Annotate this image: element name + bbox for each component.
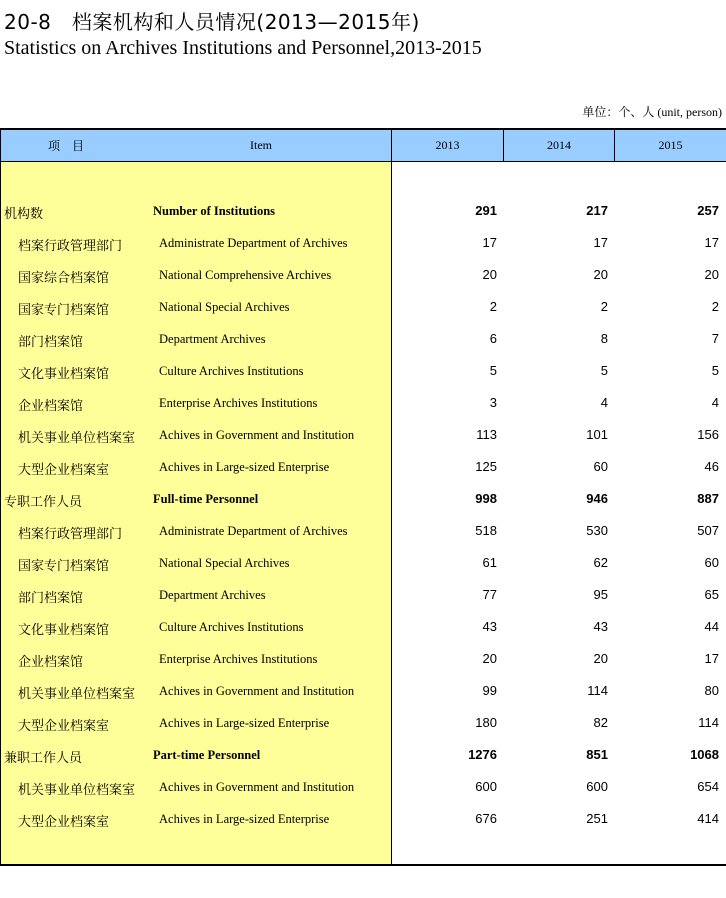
table-body <box>0 194 726 834</box>
row-label-cn: 大型企业档案室 <box>18 719 110 734</box>
value-2014: 4 <box>600 395 608 410</box>
row-label-en: Department Archives <box>159 332 266 346</box>
row-label-en: Part-time Personnel <box>153 748 261 762</box>
table-row <box>0 290 726 322</box>
value-2015: 7 <box>711 331 719 346</box>
value-2014: 60 <box>593 459 608 474</box>
value-2015: 80 <box>704 683 719 698</box>
value-2014: 5 <box>600 363 608 378</box>
row-label-en: Achives in Government and Institution <box>159 428 355 442</box>
value-2013: 20 <box>482 651 497 666</box>
table-row <box>0 770 726 802</box>
value-2015: 4 <box>711 395 719 410</box>
value-2015: 507 <box>697 523 719 538</box>
value-2015: 17 <box>704 235 719 250</box>
value-2015: 114 <box>698 715 719 730</box>
value-2014: 851 <box>586 747 608 762</box>
value-2014: 530 <box>586 523 608 538</box>
table-row <box>0 546 726 578</box>
value-2014: 82 <box>593 715 608 730</box>
value-2015: 60 <box>704 555 719 570</box>
value-2015: 20 <box>704 267 719 282</box>
row-label-en: Administrate Department of Archives <box>159 236 348 250</box>
row-label-en: Achives in Large-sized Enterprise <box>159 812 330 826</box>
page-title-cn: 20-8 档案机构和人员情况(2013—2015年) <box>4 10 420 34</box>
header-divider <box>503 130 504 161</box>
row-label-cn: 档案行政管理部门 <box>18 527 123 542</box>
table-row <box>0 322 726 354</box>
table-row <box>0 450 726 482</box>
row-label-cn: 大型企业档案室 <box>18 815 110 830</box>
value-2013: 5 <box>489 363 497 378</box>
row-label-en: National Special Archives <box>159 556 290 570</box>
header-year-2013: 2013 <box>392 130 503 161</box>
value-2013: 43 <box>482 619 497 634</box>
table-row <box>0 418 726 450</box>
value-2013: 1276 <box>468 747 497 762</box>
table-row <box>0 674 726 706</box>
value-2013: 180 <box>475 715 497 730</box>
value-2014: 2 <box>600 299 608 314</box>
table-section-row <box>0 194 726 226</box>
value-2014: 62 <box>593 555 608 570</box>
value-2013: 518 <box>475 523 497 538</box>
row-label-cn: 机构数 <box>4 207 44 222</box>
value-2014: 251 <box>586 811 608 826</box>
value-2014: 17 <box>593 235 608 250</box>
value-2014: 101 <box>586 427 608 442</box>
row-label-cn: 机关事业单位档案室 <box>18 687 136 702</box>
table-row <box>0 610 726 642</box>
row-label-en: Achives in Large-sized Enterprise <box>159 716 330 730</box>
row-label-en: National Comprehensive Archives <box>159 268 332 282</box>
row-label-en: Culture Archives Institutions <box>159 620 304 634</box>
table-row <box>0 578 726 610</box>
value-2015: 887 <box>697 491 719 506</box>
value-2014: 946 <box>586 491 608 506</box>
unit-note: 单位：个、人 (unit, person) <box>582 105 722 119</box>
row-label-en: Achives in Government and Institution <box>159 780 355 794</box>
value-2015: 44 <box>704 619 719 634</box>
value-2015: 156 <box>697 427 719 442</box>
value-2015: 2 <box>711 299 719 314</box>
value-2013: 600 <box>475 779 497 794</box>
value-2013: 291 <box>475 203 497 218</box>
row-label-cn: 机关事业单位档案室 <box>18 431 136 446</box>
value-2015: 5 <box>711 363 719 378</box>
value-2013: 998 <box>475 491 497 506</box>
row-label-cn: 兼职工作人员 <box>4 751 83 766</box>
table-row <box>0 706 726 738</box>
value-2015: 65 <box>704 587 719 602</box>
row-label-cn: 部门档案馆 <box>18 335 84 350</box>
value-2013: 99 <box>482 683 497 698</box>
row-label-en: Full-time Personnel <box>153 492 259 506</box>
header-item-en: Item <box>131 130 391 161</box>
row-label-cn: 专职工作人员 <box>4 495 83 510</box>
row-label-cn: 文化事业档案馆 <box>18 623 110 638</box>
value-2013: 125 <box>475 459 497 474</box>
row-label-cn: 文化事业档案馆 <box>18 367 110 382</box>
page-title-en: Statistics on Archives Institutions and Personnel,2013-2015 <box>4 37 482 59</box>
value-2014: 20 <box>593 651 608 666</box>
row-label-en: Culture Archives Institutions <box>159 364 304 378</box>
value-2013: 20 <box>482 267 497 282</box>
table-row <box>0 258 726 290</box>
row-label-cn: 企业档案馆 <box>18 655 84 670</box>
table-section-row <box>0 482 726 514</box>
table-row <box>0 642 726 674</box>
value-2015: 46 <box>704 459 719 474</box>
value-2015: 17 <box>704 651 719 666</box>
value-2013: 77 <box>482 587 497 602</box>
value-2014: 114 <box>587 683 608 698</box>
value-2015: 257 <box>697 203 719 218</box>
table-row <box>0 802 726 834</box>
value-2014: 43 <box>593 619 608 634</box>
header-item-cn: 项 目 <box>1 130 131 161</box>
row-label-cn: 大型企业档案室 <box>18 463 110 478</box>
value-2014: 217 <box>586 203 608 218</box>
row-label-en: Number of Institutions <box>153 204 276 218</box>
header-divider <box>614 130 615 161</box>
table-section-row <box>0 738 726 770</box>
statistics-table <box>0 128 726 866</box>
header-year-2014: 2014 <box>504 130 614 161</box>
value-2015: 654 <box>697 779 719 794</box>
table-row <box>0 226 726 258</box>
row-label-cn: 国家专门档案馆 <box>18 303 110 318</box>
row-label-en: Enterprise Archives Institutions <box>159 396 318 410</box>
row-label-cn: 档案行政管理部门 <box>18 239 123 254</box>
value-2013: 17 <box>482 235 497 250</box>
table-bottom-border <box>0 864 726 866</box>
value-2014: 8 <box>600 331 608 346</box>
value-2014: 95 <box>593 587 608 602</box>
value-2013: 2 <box>489 299 497 314</box>
table-row <box>0 354 726 386</box>
value-2014: 600 <box>586 779 608 794</box>
value-2015: 1068 <box>690 747 719 762</box>
value-2013: 676 <box>475 811 497 826</box>
value-2015: 414 <box>697 811 719 826</box>
table-row <box>0 514 726 546</box>
row-label-en: Department Archives <box>159 588 266 602</box>
row-label-en: Achives in Large-sized Enterprise <box>159 460 330 474</box>
header-year-2015: 2015 <box>615 130 726 161</box>
row-label-en: Enterprise Archives Institutions <box>159 652 318 666</box>
row-label-cn: 部门档案馆 <box>18 591 84 606</box>
row-label-en: National Special Archives <box>159 300 290 314</box>
row-label-cn: 机关事业单位档案室 <box>18 783 136 798</box>
row-label-cn: 国家专门档案馆 <box>18 559 110 574</box>
row-label-cn: 国家综合档案馆 <box>18 271 110 286</box>
value-2014: 20 <box>593 267 608 282</box>
value-2013: 6 <box>489 331 497 346</box>
value-2013: 61 <box>482 555 497 570</box>
row-label-en: Administrate Department of Archives <box>159 524 348 538</box>
value-2013: 3 <box>489 395 497 410</box>
row-label-en: Achives in Government and Institution <box>159 684 355 698</box>
row-label-cn: 企业档案馆 <box>18 399 84 414</box>
table-row <box>0 386 726 418</box>
value-2013: 113 <box>476 427 497 442</box>
